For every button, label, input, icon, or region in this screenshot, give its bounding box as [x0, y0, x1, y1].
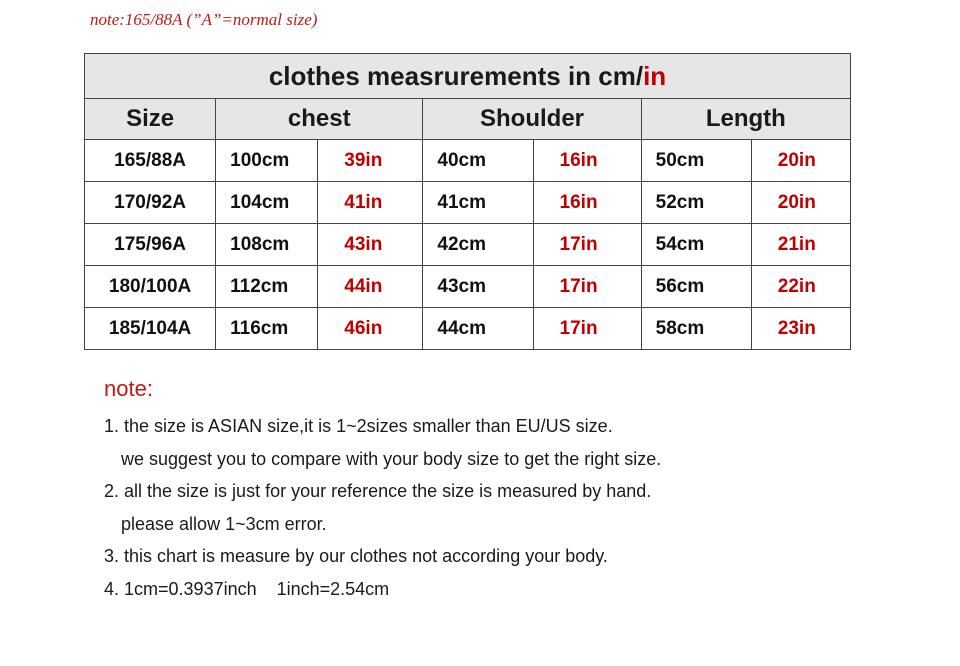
size-cell: 165/88A: [85, 140, 216, 182]
chest-in-cell: 43in: [318, 224, 423, 266]
size-cell: 185/104A: [85, 308, 216, 350]
table-row: [85, 266, 851, 308]
length-in-cell: 21in: [751, 224, 850, 266]
chest-in-cell: 41in: [318, 182, 423, 224]
header-chest: chest: [216, 99, 423, 140]
chest-cm-cell: 104cm: [216, 182, 318, 224]
shoulder-cm-cell: 43cm: [423, 266, 533, 308]
chest-in-cell: 44in: [318, 266, 423, 308]
notes-section: [104, 376, 884, 606]
length-in-cell: 22in: [751, 266, 850, 308]
chest-cm-cell: 100cm: [216, 140, 318, 182]
table-header-row: [85, 99, 851, 140]
table-row: [85, 140, 851, 182]
notes-title: note:: [104, 376, 153, 401]
note-line: 1. the size is ASIAN size,it is 1~2sizes smaller than EU/US size.: [104, 416, 613, 436]
shoulder-in-cell: 16in: [533, 182, 641, 224]
chest-in-cell: 39in: [318, 140, 423, 182]
size-chart-table: [84, 53, 851, 350]
note-line: 2. all the size is just for your reference the size is measured by hand.: [104, 481, 652, 502]
chest-cm-cell: 116cm: [216, 308, 318, 350]
note-line: 4. 1cm=0.3937inch 1inch=2.54cm: [104, 578, 390, 599]
table-row: [85, 224, 851, 266]
shoulder-cm-cell: 40cm: [423, 140, 533, 182]
shoulder-in-cell: 17in: [533, 224, 641, 266]
length-in-cell: 20in: [751, 140, 850, 182]
chest-in-cell: 46in: [318, 308, 423, 350]
shoulder-in-cell: 16in: [533, 140, 641, 182]
note-line: we suggest you to compare with your body size to get the right size.: [121, 448, 662, 469]
table-row: [85, 182, 851, 224]
table-title-unit: in: [643, 60, 667, 91]
length-cm-cell: 58cm: [641, 308, 751, 350]
table-title-row: [85, 54, 851, 99]
size-cell: 175/96A: [85, 224, 216, 266]
shoulder-cm-cell: 44cm: [423, 308, 533, 350]
table-title-main: clothes measrurements in cm/: [268, 60, 644, 91]
chest-cm-cell: 112cm: [216, 266, 318, 308]
size-cell: 180/100A: [85, 266, 216, 308]
table-row: [85, 308, 851, 350]
length-cm-cell: 54cm: [641, 224, 751, 266]
header-size: Size: [85, 99, 216, 140]
shoulder-cm-cell: 41cm: [423, 182, 533, 224]
chest-cm-cell: 108cm: [216, 224, 318, 266]
table-title: [85, 54, 851, 99]
top-note: note:165/88A (”A”=normal size): [90, 10, 318, 29]
header-shoulder: Shoulder: [423, 99, 641, 140]
length-cm-cell: 56cm: [641, 266, 751, 308]
length-in-cell: 23in: [751, 308, 850, 350]
size-cell: 170/92A: [85, 182, 216, 224]
length-in-cell: 20in: [751, 182, 850, 224]
shoulder-in-cell: 17in: [533, 308, 641, 350]
header-length: Length: [641, 99, 850, 140]
note-line: 3. this chart is measure by our clothes not according your body.: [104, 546, 608, 567]
shoulder-cm-cell: 42cm: [423, 224, 533, 266]
length-cm-cell: 50cm: [641, 140, 751, 182]
shoulder-in-cell: 17in: [533, 266, 641, 308]
length-cm-cell: 52cm: [641, 182, 751, 224]
note-line: please allow 1~3cm error.: [121, 513, 327, 534]
